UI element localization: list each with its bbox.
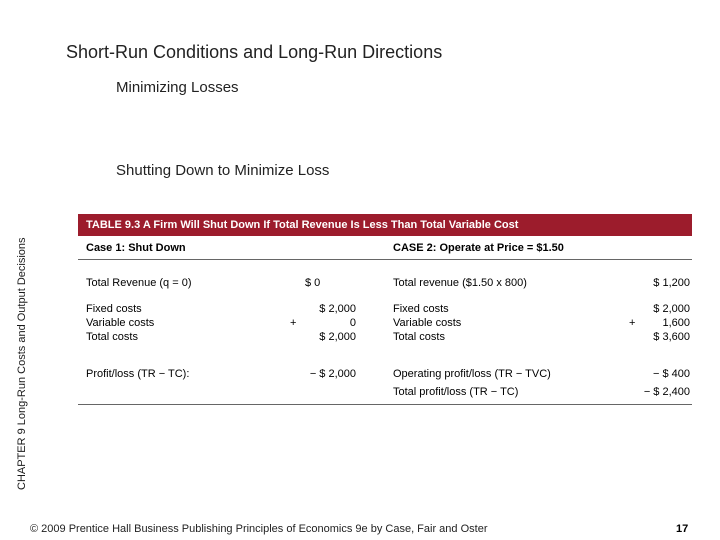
case2-variable-costs-label: Variable costs <box>393 317 462 329</box>
slide-subtitle: Minimizing Losses <box>116 79 239 96</box>
case2-variable-costs-value: 1,600 <box>662 317 690 329</box>
section-heading: Shutting Down to Minimize Loss <box>116 162 330 179</box>
case1-fixed-costs-label: Fixed costs <box>86 303 142 315</box>
case1-profit-value: − $ 2,000 <box>309 368 356 380</box>
case1-total-costs-label: Total costs <box>86 331 138 343</box>
header-divider <box>78 259 692 260</box>
case2-operating-profit-label: Operating profit/loss (TR − TVC) <box>393 368 551 380</box>
case1-fixed-costs-value: $ 2,000 <box>319 303 356 315</box>
page-number: 17 <box>676 523 689 535</box>
chapter-side-label: CHAPTER 9 Long-Run Costs and Output Decisions <box>16 237 28 490</box>
case2-total-costs-label: Total costs <box>393 331 445 343</box>
case1-variable-costs-label: Variable costs <box>86 317 155 329</box>
case1-total-revenue-label: Total Revenue (q = 0) <box>86 277 192 289</box>
case1-header: Case 1: Shut Down <box>86 242 186 254</box>
case2-fixed-costs-value: $ 2,000 <box>653 303 690 315</box>
case2-fixed-costs-label: Fixed costs <box>393 303 449 315</box>
table-title: TABLE 9.3 A Firm Will Shut Down If Total Revenue Is Less Than Total Variable Cost <box>78 214 692 236</box>
slide-title: Short-Run Conditions and Long-Run Directions <box>66 42 443 62</box>
case1-total-revenue-value: $ 0 <box>305 277 321 289</box>
table-bottom-rule <box>78 404 692 405</box>
case2-total-profit-value: − $ 2,400 <box>643 386 690 398</box>
footer-copyright: © 2009 Prentice Hall Business Publishing Principles of Economics 9e by Case, Fair and Oster <box>30 523 488 535</box>
case1-total-costs-value: $ 2,000 <box>319 331 356 343</box>
case2-header: CASE 2: Operate at Price = $1.50 <box>393 242 564 254</box>
case2-operating-profit-value: − $ 400 <box>652 368 690 380</box>
case1-variable-costs-value: 0 <box>349 317 356 329</box>
case1-variable-costs-sign: + <box>290 317 297 329</box>
case2-total-costs-value: $ 3,600 <box>653 331 690 343</box>
case2-variable-costs-sign: + <box>629 317 636 329</box>
case2-total-revenue-label: Total revenue ($1.50 x 800) <box>393 277 527 289</box>
case2-total-revenue-value: $ 1,200 <box>653 277 690 289</box>
case1-profit-label: Profit/loss (TR − TC): <box>86 368 190 380</box>
case2-total-profit-label: Total profit/loss (TR − TC) <box>393 386 519 398</box>
